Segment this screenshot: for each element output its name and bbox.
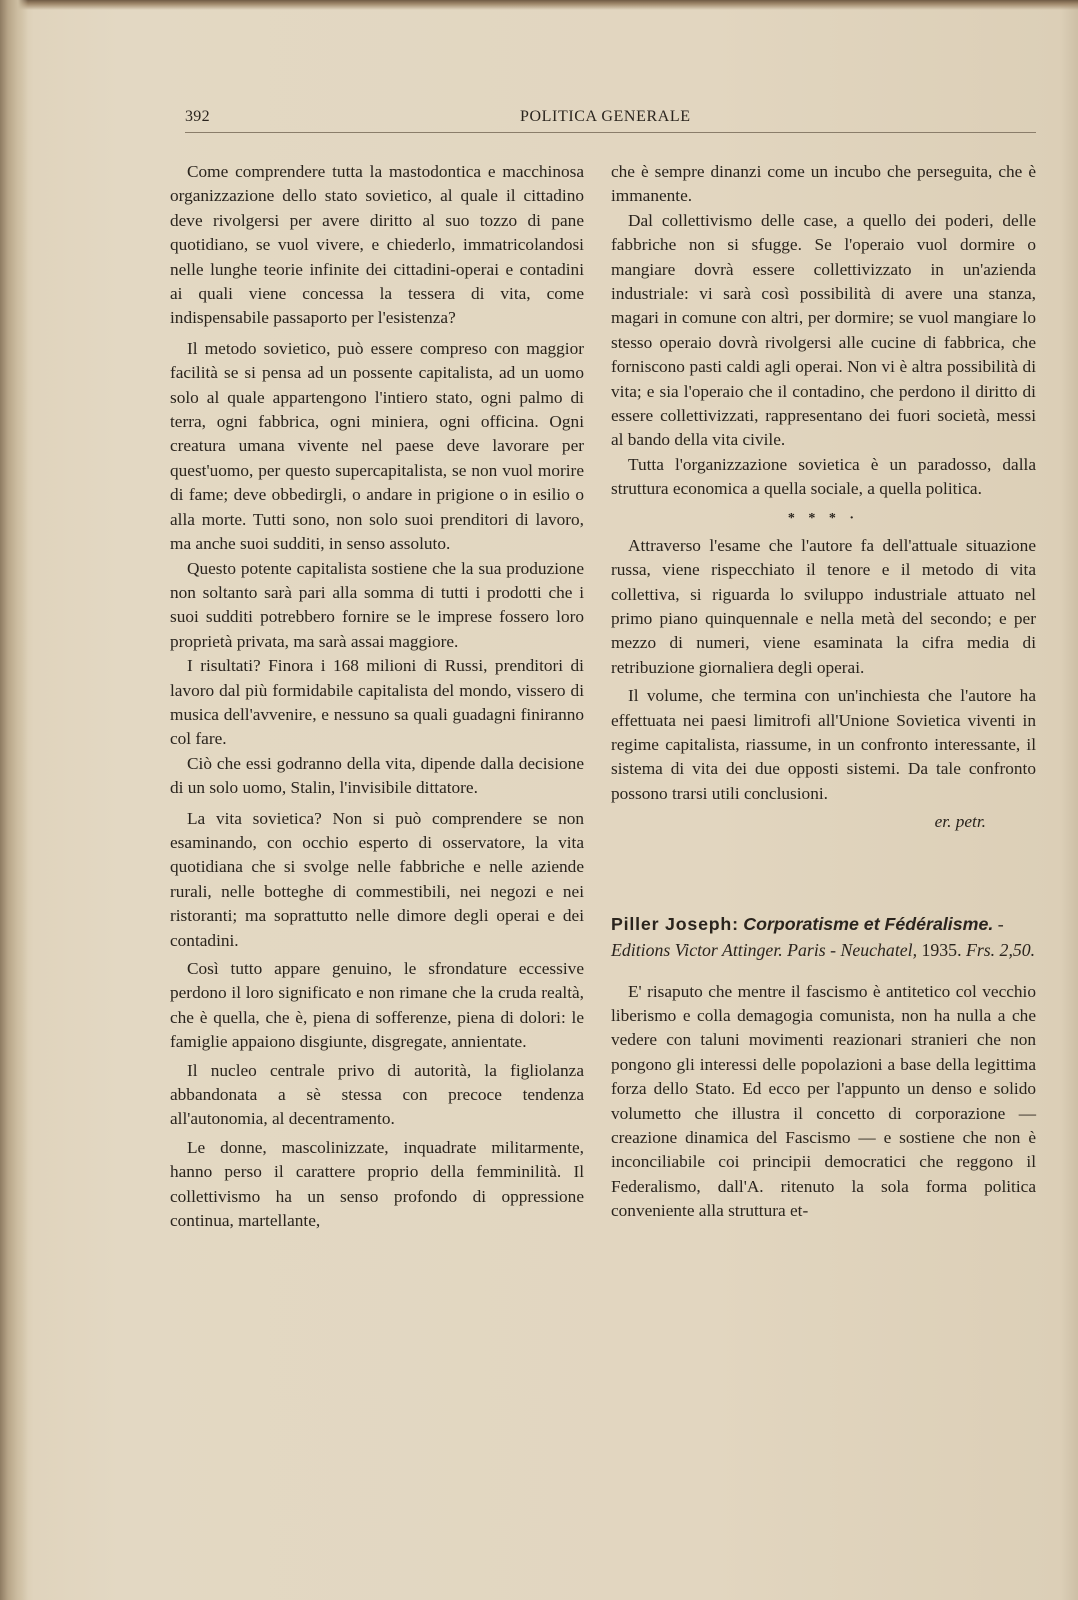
review-signature: er. petr. [934, 812, 986, 832]
review-citation [611, 911, 1036, 963]
page-top-edge-shadow [0, 0, 1078, 10]
citation-dash: - [997, 913, 1004, 934]
paragraph: Attraverso l'esame che l'autore fa dell'attuale situazione russa, viene rispecchiato il tenore e il metodo di vita collettiva, si riguarda lo sviluppo industriale attuato nel primo piano quinquennale e nella metà del secondo; e per mezzo di numeri, viene esaminata la cifra media di retribuzione giornaliera degli operai. [611, 535, 1036, 677]
paragraph: Tutta l'organizzazione sovietica è un paradosso, dalla struttura economica a quella sociale, a quella politica. [611, 454, 1036, 499]
review-publisher: Editions Victor Attinger. Paris - Neuchatel, [611, 939, 918, 960]
review-author: Piller Joseph: [611, 913, 739, 934]
page-header [185, 106, 1036, 133]
paragraph: I risultati? Finora i 168 milioni di Russi, prenditori di lavoro dal più formidabile capitalista del mondo, vissero di musica dell'avvenire, e nessuno sa quali guadagni finiranno col fare. [170, 656, 584, 749]
paragraph-continued: che è sempre dinanzi come un incubo che perseguita, che è immanente. [611, 162, 1036, 206]
paragraph: Il volume, che termina con un'inchiesta che l'autore ha effettuata nei paesi limitrofi all'Unione Sovietica viventi in regime capitalista, riassume, in un confronto interessante, il sistema di vita dei due opposti sistemi. Da tale confronto possono trarsi utili conclusioni. [611, 686, 1036, 803]
right-column [611, 160, 1036, 1224]
book-binding-shadow [0, 0, 28, 1600]
left-column [170, 160, 584, 1233]
paragraph: Questo potente capitalista sostiene che la sua produzione non soltanto sarà pari alla somma di tutti i prodotti che i suoi sudditi potrebbero fornire se le imprese fossero loro proprietà privata, ma sarà assai maggiore. [170, 558, 584, 651]
review-body: E' risaputo che mentre il fascismo è antitetico col vecchio liberismo e colla demagogia comunista, non ha nulla a che vedere con taluni movimenti reazionari stranieri che non pongono gli interessi delle popolazioni a base della legittima forza dello Stato. Ed ecco per l'appunto un denso e solido volumetto che illustra il concetto di corporazione — creazione dinamica del Fascismo — e sostiene che non è inconciliabile coi principii democratici che reggono il Federalismo, dall'A. ritenuto la sola forma politica conveniente alla struttura et- [611, 981, 1036, 1221]
paragraph: Ciò che essi godranno della vita, dipende dalla decisione di un solo uomo, Stalin, l'invisibile dittatore. [170, 753, 584, 798]
review-book-title: Corporatisme et Fédéralisme. [743, 913, 994, 934]
paragraph: Le donne, mascolinizzate, inquadrate militarmente, hanno perso il carattere proprio della femminilità. Il collettivismo ha un senso profondo di oppressione continua, martellante, [170, 1137, 584, 1231]
paragraph: Il nucleo centrale privo di autorità, la figliolanza abbandonata a sè stessa con precoce tendenza all'autonomia, al decentramento. [170, 1060, 584, 1129]
paragraph: La vita sovietica? Non si può comprendere se non esaminando, con occhio esperto di osservatore, la vita quotidiana che si svolge nelle fabbriche e nelle aziende rurali, nelle botteghe di commestibili, nei negozi e nei ristoranti; ma soprattutto nelle dimore degli operai e dei contadini. [170, 808, 584, 950]
paragraph: Come comprendere tutta la mastodontica e macchinosa organizzazione dello stato sovietico, al quale il cittadino deve rivolgersi per avere diritto al suo tozzo di pane quotidiano, se vuol vivere, e chiederlo, immatricolandosi nelle lunghe teorie infinite dei cittadini-operai e contadini ai quali viene concessa la tessera di vita, come indispensabile passaporto per l'esistenza? [170, 162, 584, 328]
paragraph: Così tutto appare genuino, le sfrondature eccessive perdono il loro significato e non rimane che la cruda realtà, che è quella, che è, piena di sofferenze, piena di dolori: le famiglie appaiono disgiunte, disgregate, annientate. [170, 959, 584, 1052]
section-separator: * * * · [787, 510, 860, 526]
paragraph: Il metodo sovietico, può essere compreso con maggior facilità se si pensa ad un possente capitalista, ad un uomo solo al quale appartengono l'intiero stato, ogni palmo di terra, ogni fabbrica, ogni miniera, ogni officina. Ogni creatura umana vivente nel paese deve lavorare per quest'uomo, per questo supercapitalista, se non vuol morire di fame; deve obbedirgli, o andare in prigione o in esilio o alla morte. Tutti sono, non solo suoi prenditori di lavoro, ma anche suoi sudditi, in senso assoluto. [170, 338, 584, 554]
review-year: 1935. [921, 939, 962, 960]
page-number: 392 [185, 108, 210, 125]
running-title: POLITICA GENERALE [520, 108, 691, 125]
review-price: Frs. 2,50. [965, 939, 1036, 960]
paragraph: Dal collettivismo delle case, a quello dei poderi, delle fabbriche non si sfugge. Se l'operaio vuol dormire o mangiare dovrà essere collettivizzato in un'azienda industriale: vi sarà così possibilità di avere una stanza, magari in comune con altri, per dormire; se vuol mangiare lo stesso operaio dovrà rivolgersi alle cucine di fabbrica, che forniscono pasti caldi agli operai. Non vi è altra possibilità di vita; e sia l'operaio che il contadino, che perdono il diritto di essere collettivizzati, rappresentano dei fuori società, messi al bando della vita civile. [611, 210, 1036, 450]
